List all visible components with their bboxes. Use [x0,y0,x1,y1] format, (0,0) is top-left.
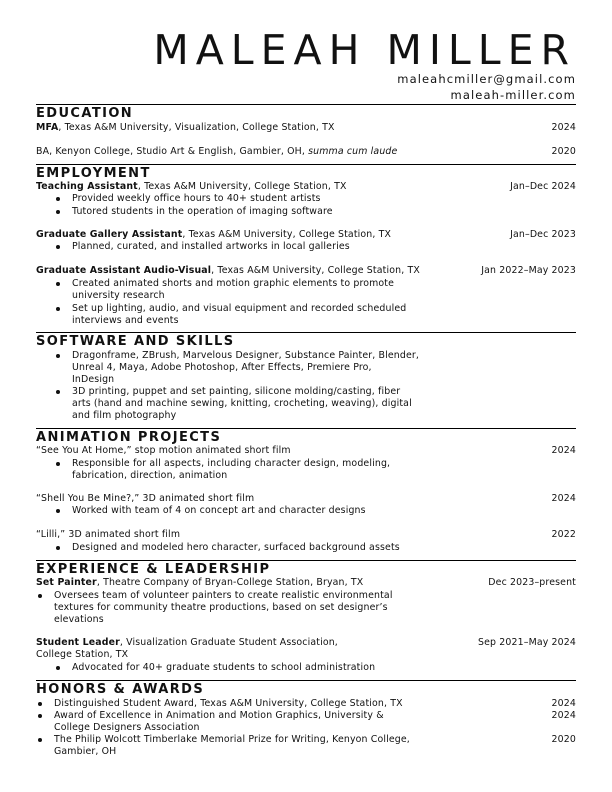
project-title: “See You At Home,” stop motion animated short film [36,445,291,456]
honor-date: 2024 [551,710,576,721]
bullet-icon [38,594,42,598]
job-title: Graduate Gallery Assistant, Texas A&M University, College Station, TX [36,229,392,240]
project-date: 2022 [551,529,576,540]
bullet-icon [38,738,42,742]
bullet-icon [56,210,60,214]
resume-name: MALEAH MILLER [153,26,576,74]
leadership-org-continued: College Station, TX [36,649,129,660]
leadership-bullet: Oversees team of volunteer painters to create realistic environmental [54,590,393,601]
bullet-icon [56,245,60,249]
job-bullet: Planned, curated, and installed artworks in local galleries [72,241,350,252]
honor-item-continued: Gambier, OH [54,746,117,757]
bullet-icon [56,546,60,550]
leadership-bullet: Advocated for 40+ graduate students to school administration [72,662,376,673]
bullet-icon [56,354,60,358]
leadership-title: Student Leader, Visualization Graduate Student Association, [36,637,338,648]
project-title: “Lilli,” 3D animated short film [36,529,181,540]
projects-heading: ANIMATION PROJECTS [36,430,222,445]
project-bullet-continued: fabrication, direction, animation [72,470,228,481]
job-bullet: Created animated shorts and motion graphic elements to promote [72,278,395,289]
skills-line: Unreal 4, Maya, Adobe Photoshop, After Effects, Premiere Pro, [72,362,372,373]
bullet-icon [56,462,60,466]
project-bullet: Worked with team of 4 on concept art and character designs [72,505,366,516]
job-bullet: Provided weekly office hours to 40+ student artists [72,193,321,204]
leadership-date: Sep 2021–May 2024 [478,637,576,648]
section-divider [36,104,576,105]
skills-line: arts (hand and machine sewing, knitting, crocheting, weaving), digital [72,398,412,409]
education-item: BA, Kenyon College, Studio Art & English, Gambier, OH, summa cum laude [36,146,398,157]
bullet-icon [56,197,60,201]
skills-line: InDesign [72,374,115,385]
section-divider [36,164,576,165]
bullet-icon [38,714,42,718]
bullet-icon [56,390,60,394]
honor-item-continued: College Designers Association [54,722,200,733]
leadership-title: Set Painter, Theatre Company of Bryan-College Station, Bryan, TX [36,577,364,588]
project-bullet: Designed and modeled hero character, surfaced background assets [72,542,400,553]
bullet-icon [56,282,60,286]
bullet-icon [56,666,60,670]
leadership-date: Dec 2023–present [488,577,576,588]
honor-item: The Philip Wolcott Timberlake Memorial Prize for Writing, Kenyon College, [54,734,410,745]
job-title: Teaching Assistant, Texas A&M University, College Station, TX [36,181,347,192]
section-divider [36,560,576,561]
honor-date: 2024 [551,698,576,709]
bullet-icon [56,307,60,311]
job-title: Graduate Assistant Audio-Visual, Texas A&M University, College Station, TX [36,265,420,276]
section-divider [36,332,576,333]
bullet-icon [38,702,42,706]
job-date: Jan–Dec 2024 [510,181,576,192]
job-bullet: Set up lighting, audio, and visual equipment and recorded scheduled [72,303,407,314]
job-bullet-continued: interviews and events [72,315,179,326]
bullet-icon [56,509,60,513]
skills-line: and film photography [72,410,177,421]
job-bullet: Tutored students in the operation of imaging software [72,206,333,217]
leadership-heading: EXPERIENCE & LEADERSHIP [36,562,271,577]
project-bullet: Responsible for all aspects, including character design, modeling, [72,458,391,469]
honor-item: Award of Excellence in Animation and Motion Graphics, University & [54,710,384,721]
honors-heading: HONORS & AWARDS [36,682,205,697]
leadership-bullet-continued: textures for community theatre productions, based on set designer’s [54,602,388,613]
skills-heading: SOFTWARE AND SKILLS [36,334,235,349]
education-heading: EDUCATION [36,106,134,121]
employment-heading: EMPLOYMENT [36,166,151,181]
project-title: “Shell You Be Mine?,” 3D animated short film [36,493,255,504]
skills-line: 3D printing, puppet and set painting, silicone molding/casting, fiber [72,386,401,397]
leadership-bullet-continued: elevations [54,614,104,625]
section-divider [36,680,576,681]
education-item: MFA, Texas A&M University, Visualization, College Station, TX [36,122,335,133]
honor-item: Distinguished Student Award, Texas A&M University, College Station, TX [54,698,403,709]
education-date: 2020 [551,146,576,157]
education-date: 2024 [551,122,576,133]
skills-line: Dragonframe, ZBrush, Marvelous Designer, Substance Painter, Blender, [72,350,420,361]
job-bullet-continued: university research [72,290,165,301]
contact-website[interactable]: maleah-miller.com [450,88,576,102]
project-date: 2024 [551,493,576,504]
job-date: Jan 2022–May 2023 [481,265,576,276]
job-date: Jan–Dec 2023 [510,229,576,240]
section-divider [36,428,576,429]
honor-date: 2020 [551,734,576,745]
project-date: 2024 [551,445,576,456]
contact-email[interactable]: maleahcmiller@gmail.com [397,72,576,86]
